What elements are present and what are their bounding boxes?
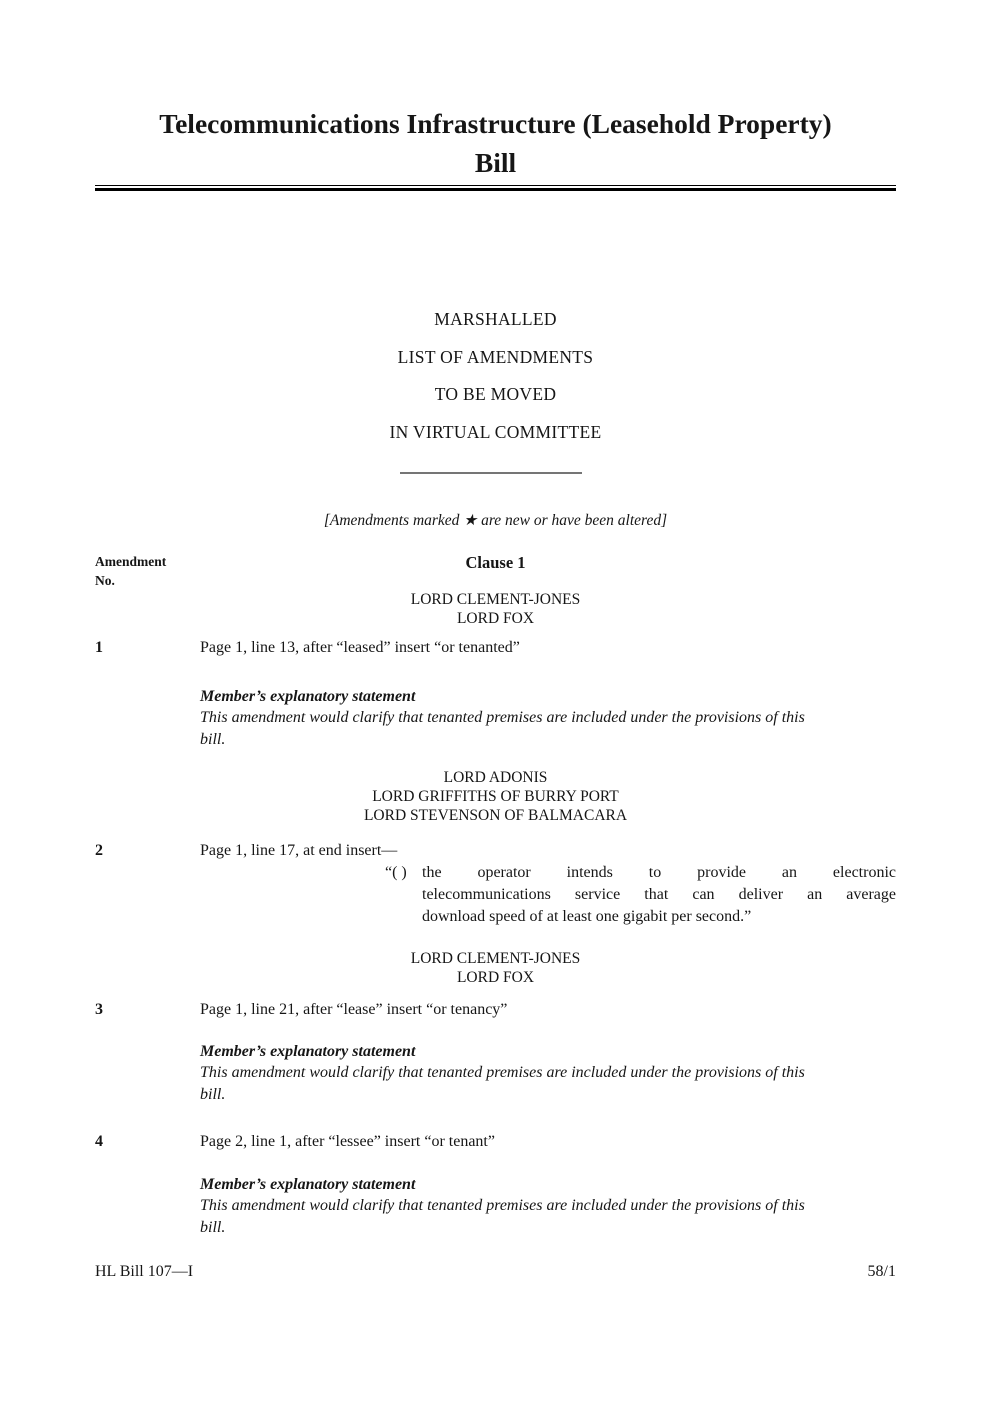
amendment-number: 2: [95, 842, 103, 859]
sponsor-name: LORD CLEMENT-JONES: [410, 591, 581, 608]
title-double-rule: [95, 185, 896, 191]
explanatory-body-line: bill.: [200, 730, 226, 748]
amendment-body: [200, 637, 896, 659]
inserted-provision-text: [422, 862, 896, 928]
amendment-row: [95, 999, 896, 1021]
explanatory-statement-body: [200, 1195, 896, 1238]
heading-line-in-virtual-committee: IN VIRTUAL COMMITTEE: [389, 421, 602, 442]
footer-bill-number: HL Bill 107—I: [95, 1263, 194, 1280]
inserted-provision-line: download speed of at least one gigabit per second.”: [422, 908, 752, 925]
bill-title-line2: Bill: [474, 147, 517, 178]
amendment-body: [200, 999, 896, 1021]
explanatory-statement-heading: Member’s explanatory statement: [200, 1176, 416, 1193]
amendment-body: [200, 1131, 896, 1153]
explanatory-statement: [200, 1041, 896, 1105]
explanatory-body-line: This amendment would clarify that tenanted premises are included under the provisions of this: [200, 1064, 805, 1081]
inserted-provision-block: [385, 862, 896, 928]
bill-title-line1: Telecommunications Infrastructure (Leasehold Property): [159, 108, 832, 139]
amendments-marked-note: [Amendments marked ★ are new or have been altered]: [323, 512, 668, 529]
explanatory-body-line: This amendment would clarify that tenanted premises are included under the provisions of this: [200, 1197, 805, 1214]
inserted-provision-line: telecommunications service that can deliver an average: [422, 886, 896, 903]
amendment-text: Page 1, line 21, after “lease” insert “or tenancy”: [200, 1001, 508, 1018]
bill-title: [95, 104, 896, 182]
inserted-provision-marker: “( ): [385, 864, 407, 881]
heading-line-list-of-amendments: LIST OF AMENDMENTS: [397, 346, 594, 367]
explanatory-statement-heading: Member’s explanatory statement: [200, 688, 416, 705]
page-footer: [95, 1261, 896, 1282]
explanatory-statement: [200, 686, 896, 750]
amendment-no-label-line2: No.: [95, 572, 115, 588]
explanatory-statement: [200, 1174, 896, 1238]
amendment-text: Page 1, line 13, after “leased” insert “or tenanted”: [200, 639, 520, 656]
explanatory-statement-body: [200, 1062, 896, 1105]
amendment-row: [95, 637, 896, 659]
explanatory-body-line: This amendment would clarify that tenanted premises are included under the provisions of this: [200, 709, 805, 726]
sponsor-list: [95, 949, 896, 987]
marshalled-list-heading: [95, 301, 896, 451]
heading-line-to-be-moved: TO BE MOVED: [434, 384, 557, 404]
amendment-number: 3: [95, 1001, 103, 1018]
sponsor-name: LORD FOX: [456, 610, 535, 628]
sponsor-name: LORD FOX: [456, 969, 535, 987]
explanatory-statement-body: [200, 707, 896, 750]
explanatory-body-line: bill.: [200, 1218, 226, 1236]
amendment-no-label-line1: Amendment: [95, 554, 167, 569]
explanatory-statement-heading: Member’s explanatory statement: [200, 1043, 416, 1060]
amendment-text: Page 2, line 1, after “lessee” insert “or tenant”: [200, 1133, 495, 1150]
sponsor-name: LORD STEVENSON OF BALMACARA: [363, 807, 628, 825]
explanatory-body-line: bill.: [200, 1085, 226, 1103]
sponsor-name: LORD CLEMENT-JONES: [410, 950, 581, 967]
amendment-number: 1: [95, 639, 103, 656]
column-header-row: [95, 553, 896, 588]
amendment-text: Page 1, line 17, at end insert—: [200, 842, 398, 859]
sponsor-list: [95, 590, 896, 628]
section-separator-rule: [400, 472, 582, 474]
heading-line-marshalled: MARSHALLED: [434, 309, 557, 329]
inserted-provision-line: the operator intends to provide an electronic: [422, 864, 896, 881]
sponsor-name: LORD ADONIS: [443, 769, 548, 786]
amendment-body: [200, 840, 896, 928]
clause-heading: Clause 1: [465, 553, 526, 572]
amendment-no-column-label: [95, 553, 166, 590]
amendment-row: [95, 1131, 896, 1153]
sponsor-name: LORD GRIFFITHS OF BURRY PORT: [372, 788, 619, 806]
footer-session-number: 58/1: [867, 1263, 896, 1280]
sponsor-list: [95, 768, 896, 826]
amendment-number: 4: [95, 1133, 103, 1150]
amendment-row: [95, 840, 896, 928]
